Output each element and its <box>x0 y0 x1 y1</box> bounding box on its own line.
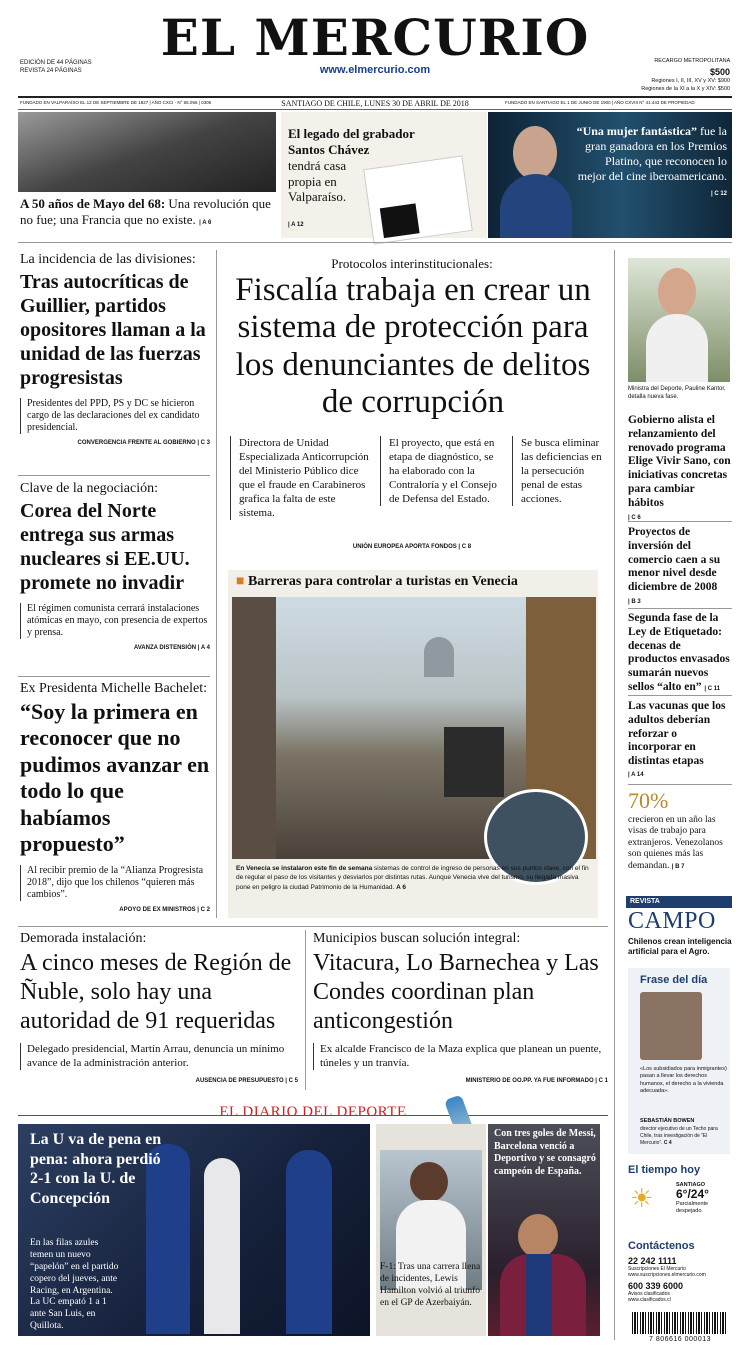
sport-messi-text[interactable]: Con tres goles de Messi, Barcelona venció a Deportivo y se consagró campeón de España. <box>494 1128 596 1177</box>
story-nuble-text: Delegado presidencial, Martín Arrau, denuncia un mínimo avance de la administración anterior. <box>20 1043 298 1069</box>
story-chavez-text: tendrá casa propia en Valparaíso. <box>288 158 347 205</box>
messi-face <box>518 1214 558 1258</box>
brief-vacunas-text: Las vacunas que los adultos deberían reforzar o incorporar en distintas etapas <box>628 700 726 768</box>
story-bachelet-kicker: Ex Presidenta Michelle Bachelet: <box>20 681 207 696</box>
story-mayo68[interactable] <box>20 196 276 229</box>
revista-text: Chilenos crean inteligencia artificial para el Agro. <box>628 937 732 956</box>
contact-label: Contáctenos <box>628 1240 695 1252</box>
right-rule-4 <box>628 784 732 785</box>
venice-marker-icon: ■ <box>236 574 245 589</box>
kantor-caption: Ministra del Deporte, Pauline Kantor, detalla nueva fase. <box>628 386 726 400</box>
lead-headline[interactable]: Fiscalía trabaja en crear un sistema de protección para los denunciantes de delitos de corrupción <box>235 272 591 420</box>
story-anticongestion[interactable] <box>313 931 608 1084</box>
lead-kicker: Protocolos interinstitucionales: <box>331 256 493 271</box>
frase-role-text: director ejecutivo de un Techo para Chile, tras investigación de “El Mercurio”. <box>640 1126 718 1146</box>
story-corea-head: Corea del Norte entrega sus armas nucleares si EE.UU. promete no invadir <box>20 500 190 594</box>
left-rule-2 <box>18 676 210 677</box>
dateline-rule <box>18 109 732 110</box>
story-mayo68-head: A 50 años de Mayo del 68: <box>20 196 166 211</box>
story-chavez-ref: | A 12 <box>288 222 304 228</box>
actress-face <box>513 126 557 180</box>
brief-vivir-sano[interactable]: Gobierno alista el relanzamiento del renovado programa Elige Vivir Sano, con iniciativas concretas para cambiar hábitos | C 6 <box>628 414 731 521</box>
edition-pages: EDICIÓN DE 44 PÁGINAS <box>20 60 92 66</box>
sport-u-head[interactable]: La U va de pena en pena: ahora perdió 2-1 con la U. de Concepción <box>30 1131 162 1207</box>
weather-panel <box>676 1182 732 1215</box>
revista-name[interactable]: CAMPO <box>628 908 716 934</box>
column-rule-right <box>614 250 615 1340</box>
venice-caption-bold: En Venecia se instalaron este fin de semana <box>236 865 373 872</box>
bowen-photo <box>640 992 702 1060</box>
hamilton-face <box>410 1162 448 1202</box>
price-label: RECARGO METROPOLITANA <box>654 58 730 64</box>
weather-temp: 6°/24° <box>676 1187 709 1201</box>
classifieds-link[interactable]: www.clasificados.cl <box>628 1297 671 1303</box>
left-rule-1 <box>18 475 210 476</box>
stat-text-body: crecieron en un año las visas de trabajo para extranjeros. Venezolanos son quienes más las demandan. <box>628 815 723 871</box>
sport-f1-text[interactable]: F-1: Tras una carrera llena de incidentes, Lewis Hamilton volvió al triunfo en el GP de Azerbaiyán. <box>380 1262 481 1308</box>
actress-dress <box>500 174 572 238</box>
story-nuble[interactable] <box>20 931 298 1084</box>
founded-left: FUNDADO EN VALPARAÍSO EL 12 DE SEPTIEMBRE DE 1827 | AÑO CXCI · N° 65.056 | 0306 <box>20 100 212 105</box>
story-platino-quote: “Una mujer fantástica” <box>576 124 698 138</box>
barcode <box>632 1312 728 1334</box>
story-guillier[interactable] <box>20 252 210 446</box>
story-guillier-head: Tras autocríticas de Guillier, partidos opositores llaman a la unidad de las fuerzas progresistas <box>20 271 206 389</box>
frase-role <box>640 1126 730 1146</box>
masthead-title: EL MERCURIO <box>160 8 590 67</box>
mayo68-photo <box>18 112 276 192</box>
bottom-column-rule <box>305 930 306 1090</box>
lead-deck-3: Se busca eliminar las deficiencias en la persecución penal de estas acciones. <box>512 436 602 506</box>
story-chavez-head: El legado del grabador Santos Chávez <box>288 126 415 157</box>
stat-figure: 70% <box>628 788 669 813</box>
masthead-url[interactable]: www.elmercurio.com <box>319 64 431 76</box>
barcode-number: 7 806616 000013 <box>649 1336 711 1343</box>
right-rule-3 <box>628 695 732 696</box>
story-bachelet[interactable] <box>20 681 210 913</box>
venice-headline[interactable] <box>236 574 596 590</box>
bottom-rule <box>18 926 608 927</box>
story-anticongestion-kicker: Municipios buscan solución integral: <box>313 931 521 946</box>
frase-label: Frase del día <box>640 974 708 986</box>
story-mayo68-text: Una revolución que no fue; una Francia que no existe. <box>20 196 271 228</box>
sport-u-text: En las filas azules temen un nuevo “papelón” en el partido copero del jueves, ante Racing, en Argentina. La UC empató 1 a 1 ante San Luis, en Quillota. <box>30 1238 119 1332</box>
phone-subscriptions[interactable]: 22 242 1111 <box>628 1256 677 1266</box>
venice-dome <box>424 637 454 677</box>
brief-etiquetado-text: Segunda fase de la Ley de Etiquetado: decenas de productos envasados sumarán nuevos sellos “alto en” <box>628 612 730 693</box>
player-3 <box>286 1150 332 1334</box>
story-corea-text: El régimen comunista cerrará instalaciones atómicas en mayo, con presencia de expertos y prensa. <box>20 603 210 639</box>
revista-label: REVISTA <box>626 896 732 908</box>
lead-ref: UNIÓN EUROPEA APORTA FONDOS | C 8 <box>352 544 472 550</box>
story-platino-text: fue la gran ganadora en los Premios Platino, que reconocen lo mejor del cine iberoamericano. <box>577 124 727 183</box>
kantor-face <box>658 268 696 316</box>
story-corea-ref: AVANZA DISTENSIÓN | A 4 <box>133 645 210 651</box>
story-nuble-head: A cinco meses de Región de Ñuble, solo hay una autoridad de 91 requeridas <box>20 950 292 1034</box>
engraving-figure <box>380 203 420 238</box>
lead-deck-2: El proyecto, que está en etapa de diagnóstico, se ha elaborado con la Contraloría y el Consejo de Defensa del Estado. <box>380 436 498 506</box>
story-guillier-ref: CONVERGENCIA FRENTE AL GOBIERNO | C 3 <box>77 440 210 446</box>
top-strip-rule <box>18 242 732 243</box>
frase-author: SEBASTIÁN BOWEN <box>640 1118 695 1124</box>
weather-label: El tiempo hoy <box>628 1164 701 1176</box>
weather-desc: Parcialmente despejado. <box>676 1201 709 1215</box>
story-corea-kicker: Clave de la negociación: <box>20 481 158 496</box>
venice-caption-text: sistemas de control de ingreso de personas en sus puntos clave, con el fin de regular el paso de los visitantes y desviarlos por distintas rutas. Aunque Venecia vive del turismo, su llegada masiva pone en peligro la ciudad Patrimonio de la Humanidad. <box>236 865 589 891</box>
subscriptions-link[interactable]: www.suscripciones.elmercurio.com <box>628 1272 706 1278</box>
venice-turnstile <box>444 727 504 797</box>
brief-vivir-sano-text: Gobierno alista el relanzamiento del renovado programa Elige Vivir Sano, con iniciativas concretas para cambiar hábitos <box>628 414 731 509</box>
brief-vacunas[interactable]: Las vacunas que los adultos deberían reforzar o incorporar en distintas etapas | A 14 <box>628 700 726 778</box>
venice-caption <box>236 864 592 892</box>
dateline: SANTIAGO DE CHILE, LUNES 30 DE ABRIL DE 2018 <box>281 99 469 108</box>
story-nuble-ref: AUSENCIA DE PRESUPUESTO | C 5 <box>195 1077 298 1084</box>
sun-cloud-icon: ☀ <box>630 1184 654 1213</box>
frase-ref: C 4 <box>663 1139 672 1146</box>
venice-headline-text: Barreras para controlar a turistas en Venecia <box>247 574 518 589</box>
lead-deck-1: Directora de Unidad Especializada Anticorrupción del Ministerio Público dice que el fraude en Carabineros grafica la falta de este sistema. <box>230 436 370 520</box>
masthead-rule <box>18 96 732 98</box>
brief-comercio[interactable]: Proyectos de inversión del comercio caen a su menor nivel desde diciembre de 2008 | B 3 <box>628 526 721 605</box>
story-anticongestion-ref: MINISTERIO DE OO.PP. YA FUE INFORMADO | C 1 <box>465 1077 608 1084</box>
founded-right: FUNDADO EN SANTIAGO EL 1 DE JUNIO DE 1900 | AÑO CXVIII N° 41.443 DE PROPIEDAD <box>505 100 695 105</box>
story-mayo68-ref: | A 6 <box>199 220 212 227</box>
story-platino[interactable] <box>575 124 727 199</box>
venice-photo <box>232 597 596 859</box>
brief-comercio-text: Proyectos de inversión del comercio caen a su menor nivel desde diciembre de 2008 <box>628 526 721 594</box>
price: $500 <box>709 66 730 77</box>
messi-shirt <box>500 1254 586 1336</box>
story-guillier-text: Presidentes del PPD, PS y DC se hicieron cargo de las declaraciones del ex candidato presidencial. <box>20 398 210 434</box>
story-bachelet-head: “Soy la primera en reconocer que no pudimos avanzar en todo lo que habíamos propuesto” <box>20 699 210 856</box>
phone-subscriptions-note: Suscripciones El Mercurio <box>628 1266 686 1272</box>
story-nuble-kicker: Demorada instalación: <box>20 931 147 946</box>
story-bachelet-text: Al recibir premio de la “Alianza Progresista 2018”, dijo que los chilenos “quieren más cambios”. <box>20 865 210 901</box>
right-rule-2 <box>628 608 732 609</box>
engraving-book <box>363 155 473 244</box>
story-platino-ref: | C 12 <box>710 191 727 197</box>
frase-text: «Los subsidiados para inmigrantes) pasan a llevar los derechos humanos, el derecho a la vivienda adecuada». <box>640 1066 727 1095</box>
phone-classifieds[interactable]: 600 339 6000 <box>628 1281 684 1291</box>
column-rule-left <box>216 250 217 918</box>
sport-banner[interactable]: EL DIARIO DEL DEPORTE <box>219 1104 407 1120</box>
brief-etiquetado[interactable]: Segunda fase de la Ley de Etiquetado: decenas de productos envasados sumarán nuevos sellos “alto en” | C 11 <box>628 612 730 693</box>
story-guillier-kicker: La incidencia de las divisiones: <box>20 252 196 267</box>
story-anticongestion-head: Vitacura, Lo Barnechea y Las Condes coordinan plan anticongestión <box>313 950 599 1034</box>
contact-block <box>628 1256 732 1303</box>
edition-magazine: REVISTA 24 PÁGINAS <box>20 67 82 74</box>
story-corea[interactable] <box>20 481 210 651</box>
right-rule-1 <box>628 521 732 522</box>
kantor-photo <box>628 258 730 382</box>
price-note-1: Regiones I, II, III, XV y XV: $900 <box>651 78 730 85</box>
story-anticongestion-text: Ex alcalde Francisco de la Maza explica que planean un puente, túneles y un tranvía. <box>313 1043 608 1069</box>
phone-classifieds-note: Avisos clasificados <box>628 1291 670 1297</box>
price-box <box>640 58 730 94</box>
price-note-2: Regiones de la XI a la X y XIV: $500 <box>641 86 730 93</box>
kantor-body <box>646 314 708 382</box>
player-2 <box>204 1158 240 1334</box>
weather-city: SANTIAGO <box>676 1182 706 1188</box>
stat-text[interactable]: crecieron en un año las visas de trabajo para extranjeros. Venezolanos son quienes más las demandan. | B 7 <box>628 815 723 871</box>
venice-building-left <box>232 597 276 859</box>
venice-ref: A 6 <box>396 883 406 891</box>
story-bachelet-ref: APOYO DE EX MINISTROS | C 2 <box>119 907 210 914</box>
